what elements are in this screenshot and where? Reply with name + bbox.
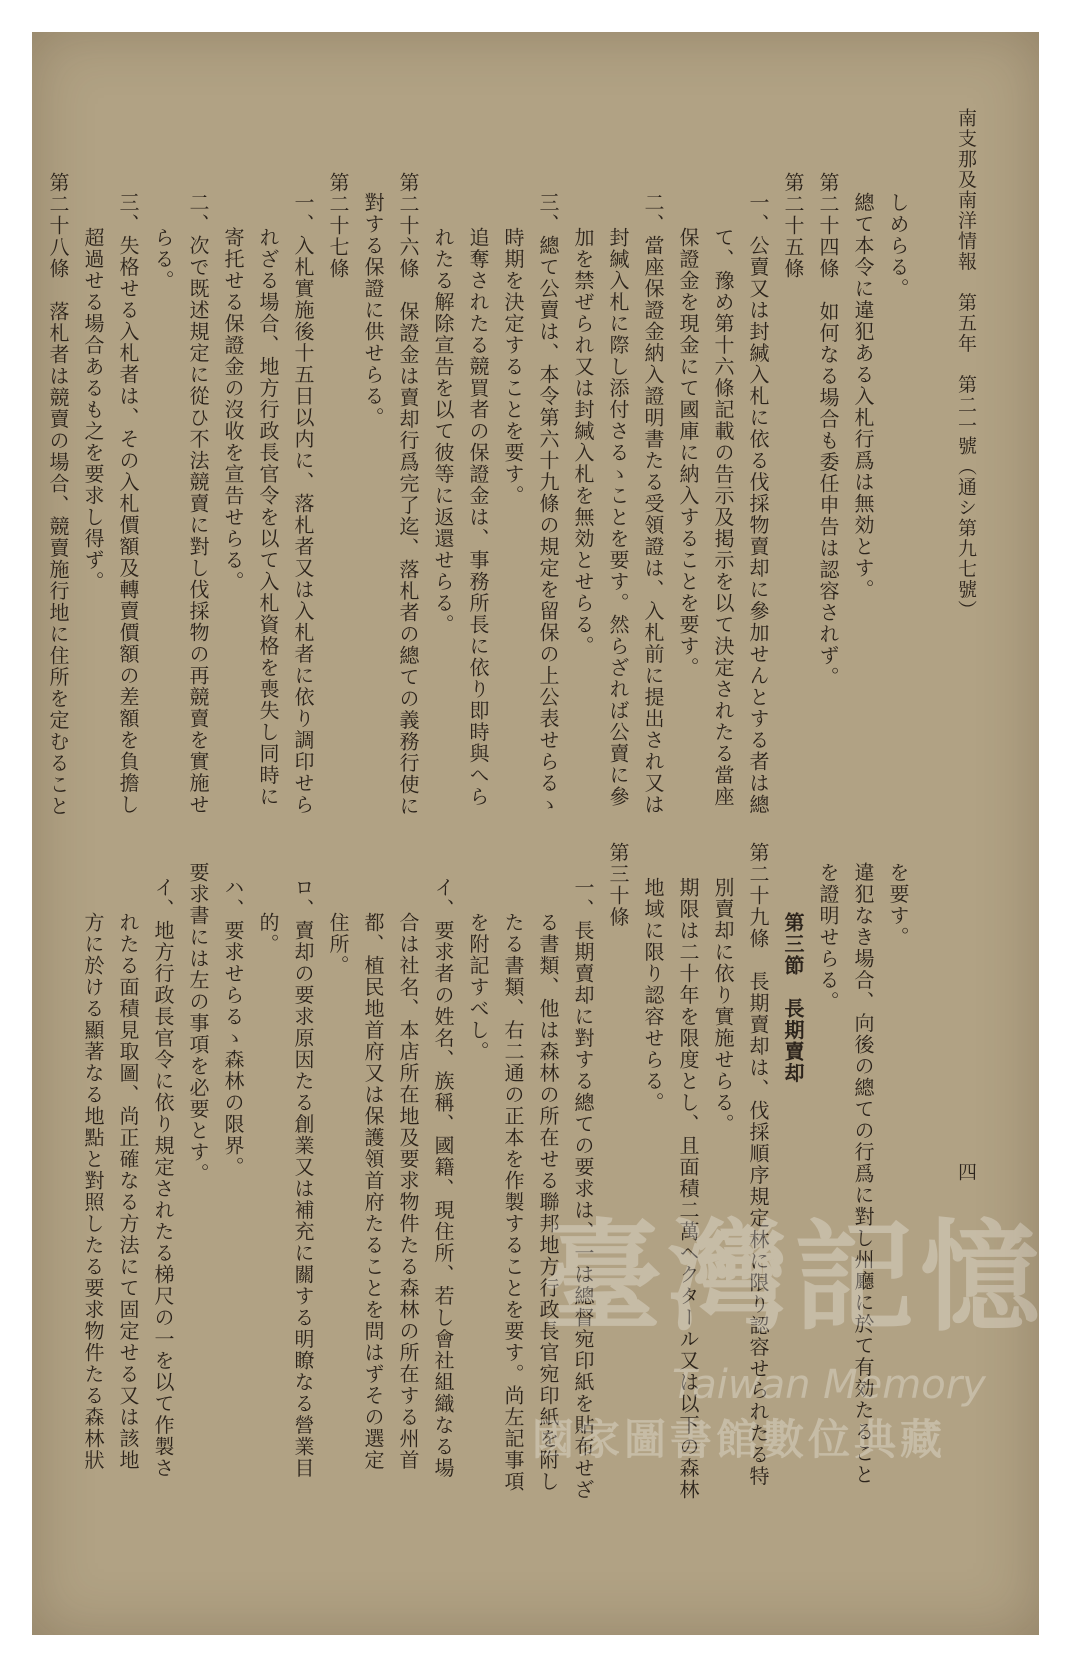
text-column: れたる面積見取圖、尚正確なる方法にて固定せる又は該地 [116,912,140,1471]
text-column: 住所。 [326,912,350,977]
running-header: 南支那及南洋情報 第五年 第二一號（通シ第九七號） [955,108,977,621]
text-column: 都、植民地首府又は保護領首府たることを問はずその選定 [361,912,385,1471]
text-column: て、豫め第十六條記載の告示及掲示を以て決定されたる當座 [711,227,735,808]
article-heading: 第二十九條 長期賣却は、伐採順序規定林に限り認容せられたる特 [746,842,770,1487]
text-column: 別賣却に依り實施せらる。 [711,877,735,1135]
text-column: イ、地方行政長官令に依り規定されたる梯尺の一を以て作製さ [151,877,175,1479]
text-column: を附記すべし。 [466,912,490,1063]
article-heading: 第二十七條 [326,172,350,280]
text-column: 對する保證に供せらる。 [361,192,385,429]
text-column: 二、當座保證金納入證明書たる受領證は、入札前に提出され又は [641,192,665,816]
text-column: る書類、他は森林の所在せる聯邦地方行政長官宛印紙を附し [536,912,560,1493]
text-column: 一、入札實施後十五日以内に、落札者又は入札者に依り調印せら [291,192,315,816]
text-column: 一、長期賣却に對する總ての要求は、一は總督宛印紙を貼布せざ [571,877,595,1501]
text-column: 地域に限り認容せらる。 [641,877,665,1114]
article-heading: 第三十條 [606,842,630,928]
text-column: を要す。 [886,862,910,948]
text-column: 的。 [256,912,280,955]
page-number: 四 [955,1162,977,1183]
text-column: 要求書には左の事項を必要とす。 [186,862,210,1185]
watermark-subtitle: 國家圖書館數位典藏 [532,1415,947,1464]
text-column: 封緘入札に際し添付さるゝことを要す。然らざれば公賣に參 [606,227,630,808]
article-heading: 第二十六條 保證金は賣却行爲完了迄、落札者の總ての義務行使に [396,172,420,817]
article-heading: 第二十五條 [781,172,805,280]
text-column: 期限は二十年を限度とし、且面積二萬ヘクタール又は以下の森林 [676,877,700,1501]
text-column: 追奪されたる競買者の保證金は、事務所長に依り即時與へら [466,227,490,808]
document-page [32,32,1046,1635]
text-column: イ、要求者の姓名、族稱、國籍、現住所、若し會社組織なる場 [431,877,455,1479]
text-column: れざる場合、地方行政長官令を以て入札資格を喪失し同時に [256,227,280,808]
text-column: 超過せる場合あるも之を要求し得ず。 [81,227,105,593]
text-column: 三、失格せる入札者は、その入札價額及轉賣價額の差額を負擔し [116,192,140,816]
text-column: 方に於ける顯著なる地點と對照したる要求物件たる森林狀 [81,912,105,1471]
section-heading: 第三節 長期賣却 [781,912,805,1084]
text-column: 加を禁ぜられ又は封緘入札を無効とせらる。 [571,227,595,657]
article-heading: 第二十四條 如何なる場合も委任申告は認容されず。 [816,172,840,688]
watermark-english: Taiwan Memory [672,1362,986,1408]
text-column: 一、公賣又は封緘入札に依る伐採物賣却に參加せんとする者は總 [746,192,770,816]
text-column: 違犯なき場合、向後の總ての行爲に對し州廳に於て有効たること [851,862,875,1486]
text-column: しめらる。 [886,192,910,300]
text-column: れたる解除宣告を以て彼等に返還せらる。 [431,227,455,636]
watermark-logo: 臺灣記憶 [542,1209,1046,1348]
article-heading: 第二十八條 落札者は競賣の場合、競賣施行地に住所を定むること [46,172,70,817]
text-column: 時期を決定することを要す。 [501,227,525,507]
text-column: ハ、要求せらるゝ森林の限界。 [221,877,245,1178]
text-column: 二、次で既述規定に從ひ不法競賣に對し伐採物の再競賣を實施せ [186,192,210,816]
text-column: 三、總て公賣は、本令第六十九條の規定を留保の上公表せらるゝ [536,192,560,816]
text-column: を證明せらる。 [816,862,840,1013]
text-column: 寄托せる保證金の沒收を宣告せらる。 [221,227,245,593]
text-column: ロ、賣却の要求原因たる創業又は補充に關する明瞭なる營業目 [291,877,315,1479]
text-column: たる書類、右二通の正本を作製することを要す。尚左記事項 [501,912,525,1493]
text-column: 合は社名、本店所在地及要求物件たる森林の所在する州首 [396,912,420,1471]
text-column: らる。 [151,227,175,292]
text-column: 保證金を現金にて國庫に納入することを要す。 [676,227,700,679]
text-column: 總て本令に違犯ある入札行爲は無効とす。 [851,192,875,601]
